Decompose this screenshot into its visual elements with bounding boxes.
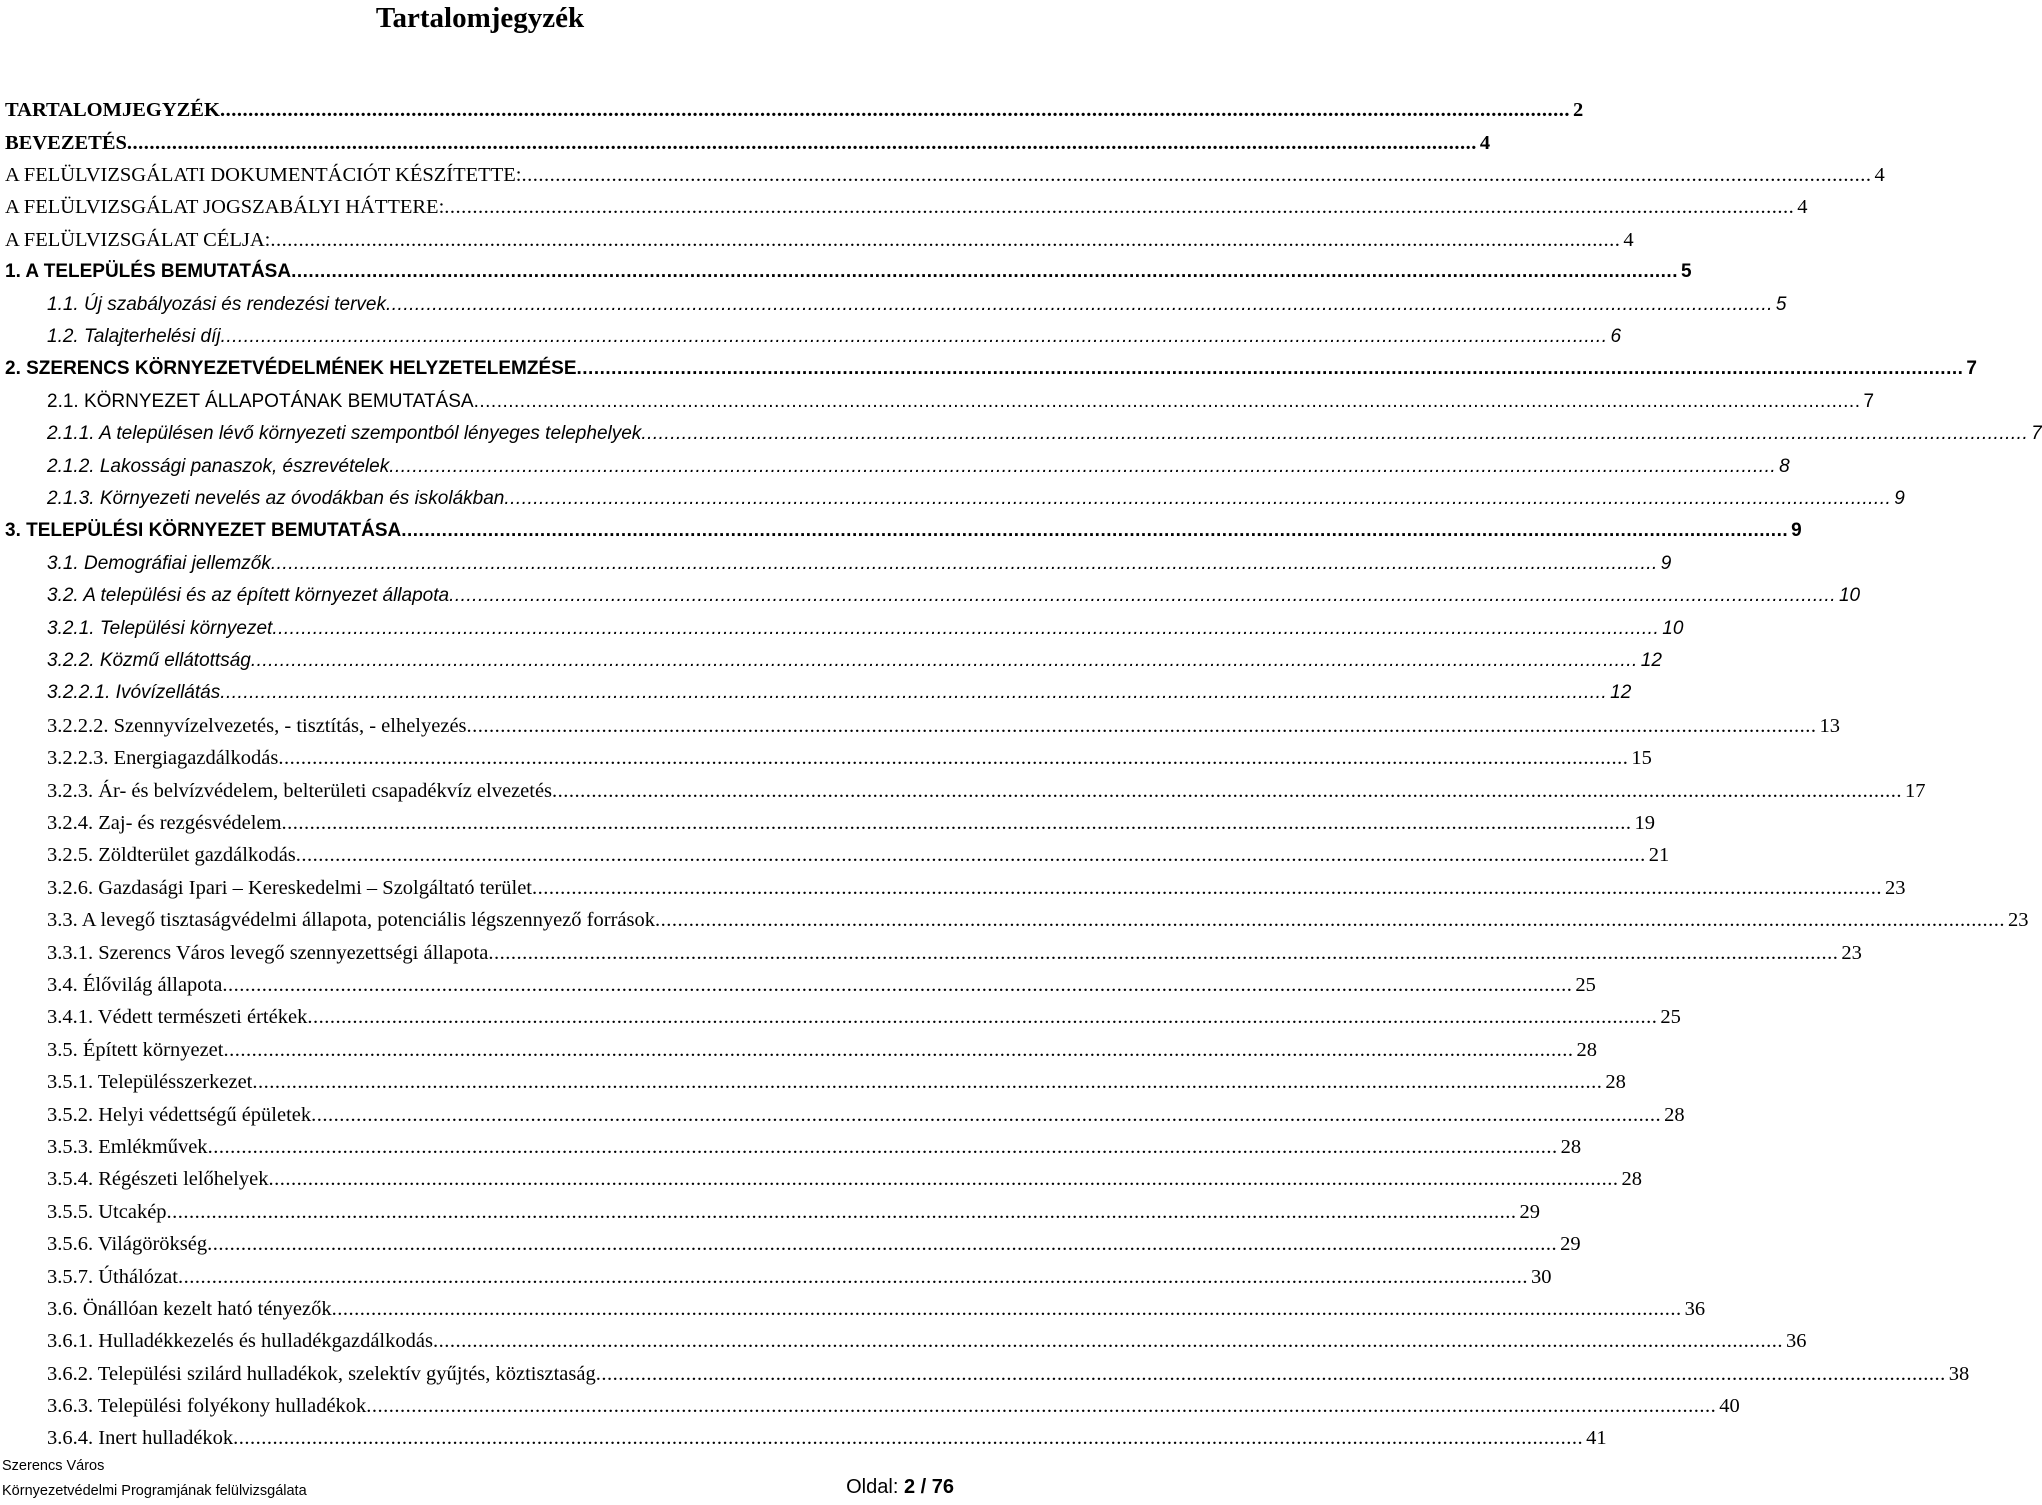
toc-entry[interactable]: 3.2.2. Közmű ellátottság ..... 12	[47, 645, 953, 677]
toc-entry[interactable]: 3.2.2.1. Ivóvízellátás ..... 12	[47, 677, 953, 709]
toc-entry[interactable]: 3.5. Épített környezet ..... 28	[47, 1034, 953, 1066]
toc-entry[interactable]: 2.1.2. Lakossági panaszok, észrevételek ..... 8	[47, 451, 953, 483]
toc-entry[interactable]: 3.6.1. Hulladékkezelés és hulladékgazdálkodás ..... 36	[47, 1325, 953, 1357]
toc-entry[interactable]: 2.1. KÖRNYEZET ÁLLAPOTÁNAK BEMUTATÁSA ..... 7	[47, 386, 953, 418]
page-total: 76	[931, 1476, 954, 1498]
toc-entry[interactable]: A FELÜLVIZSGÁLATI DOKUMENTÁCIÓT KÉSZÍTETTE: ..... 4	[5, 159, 953, 191]
toc-entry[interactable]: 3.1. Demográfiai jellemzők ..... 9	[47, 548, 953, 580]
toc-entry[interactable]: 2. SZERENCS KÖRNYEZETVÉDELMÉNEK HELYZETELEMZÉSE ..... 7	[5, 353, 953, 385]
toc-entry[interactable]: 3.4.1. Védett természeti értékek ..... 25	[47, 1001, 953, 1033]
toc-entry[interactable]: 3.3.1. Szerencs Város levegő szennyezettségi állapota ..... 23	[47, 937, 953, 969]
page-current: 2	[903, 1476, 916, 1498]
toc-entry[interactable]: A FELÜLVIZSGÁLAT JOGSZABÁLYI HÁTTERE: ..... 4	[5, 191, 953, 223]
toc-entry[interactable]: 3.5.6. Világörökség ..... 29	[47, 1228, 953, 1260]
toc-entry[interactable]: A FELÜLVIZSGÁLAT CÉLJA: ..... 4	[5, 224, 953, 256]
toc-entry[interactable]: 1.1. Új szabályozási és rendezési tervek ..... 5	[47, 289, 953, 321]
toc-entry[interactable]: 2.1.1. A településen lévő környezeti szempontból lényeges telephelyek ..... 7	[47, 418, 953, 450]
toc-entry[interactable]: 1. A TELEPÜLÉS BEMUTATÁSA ..... 5	[5, 256, 953, 288]
toc-entry[interactable]: 3.5.4. Régészeti lelőhelyek ..... 28	[47, 1163, 953, 1195]
toc-entry[interactable]: 3.2.2.2. Szennyvízelvezetés, - tisztítás, - elhelyezés ..... 13	[47, 710, 953, 742]
toc-entry[interactable]: 3.6.2. Települési szilárd hulladékok, szelektív gyűjtés, köztisztaság ..... 38	[47, 1358, 953, 1390]
footer-city: Szerencs Város	[2, 1458, 105, 1474]
toc-entry[interactable]: 3.2.3. Ár- és belvízvédelem, belterületi csapadékvíz elvezetés ..... 17	[47, 775, 953, 807]
toc-entry[interactable]: 3.2.6. Gazdasági Ipari – Kereskedelmi – Szolgáltató terület ..... 23	[47, 872, 953, 904]
toc-entry[interactable]: 3.2.2.3. Energiagazdálkodás ..... 15	[47, 742, 953, 774]
toc-entry[interactable]: 3.6.3. Települési folyékony hulladékok ..... 40	[47, 1390, 953, 1422]
toc-entry[interactable]: TARTALOMJEGYZÉK ..... 2	[5, 94, 953, 126]
page-indicator	[846, 1476, 954, 1499]
toc-entry[interactable]: 3.2.1. Települési környezet ..... 10	[47, 613, 953, 645]
toc-entry[interactable]: 3.2. A települési és az épített környezet állapota ..... 10	[47, 580, 953, 612]
toc-entry[interactable]: 3.2.5. Zöldterület gazdálkodás ..... 21	[47, 839, 953, 871]
toc-entry[interactable]: 3.5.1. Településszerkezet ..... 28	[47, 1066, 953, 1098]
toc-entry[interactable]: 3.3. A levegő tisztaságvédelmi állapota, potenciális légszennyező források ..... 23	[47, 904, 953, 936]
footer-document-title: Környezetvédelmi Programjának felülvizsgálata	[2, 1483, 307, 1499]
toc-entry[interactable]: 1.2. Talajterhelési díj ..... 6	[47, 321, 953, 353]
page-indicator-label: Oldal:	[846, 1476, 899, 1498]
toc-entry[interactable]: 3.6.4. Inert hulladékok ..... 41	[47, 1422, 953, 1454]
toc-entry[interactable]: 3.5.7. Úthálózat ..... 30	[47, 1261, 953, 1293]
toc-entry[interactable]: BEVEZETÉS ..... 4	[5, 127, 953, 159]
toc-entry[interactable]: 3.5.5. Utcakép ..... 29	[47, 1196, 953, 1228]
toc-entry[interactable]: 3.6. Önállóan kezelt ható tényezők ..... 36	[47, 1293, 953, 1325]
page-separator: /	[920, 1476, 927, 1498]
page-title: Tartalomjegyzék	[375, 2, 585, 34]
toc-entry[interactable]: 2.1.3. Környezeti nevelés az óvodákban és iskolákban ..... 9	[47, 483, 953, 515]
toc-entry[interactable]: 3.2.4. Zaj- és rezgésvédelem ..... 19	[47, 807, 953, 839]
toc-entry[interactable]: 3.5.2. Helyi védettségű épületek ..... 28	[47, 1099, 953, 1131]
toc-entry[interactable]: 3. TELEPÜLÉSI KÖRNYEZET BEMUTATÁSA ..... 9	[5, 515, 953, 547]
toc-entry[interactable]: 3.4. Élővilág állapota ..... 25	[47, 969, 953, 1001]
toc-entry[interactable]: 3.5.3. Emlékművek ..... 28	[47, 1131, 953, 1163]
